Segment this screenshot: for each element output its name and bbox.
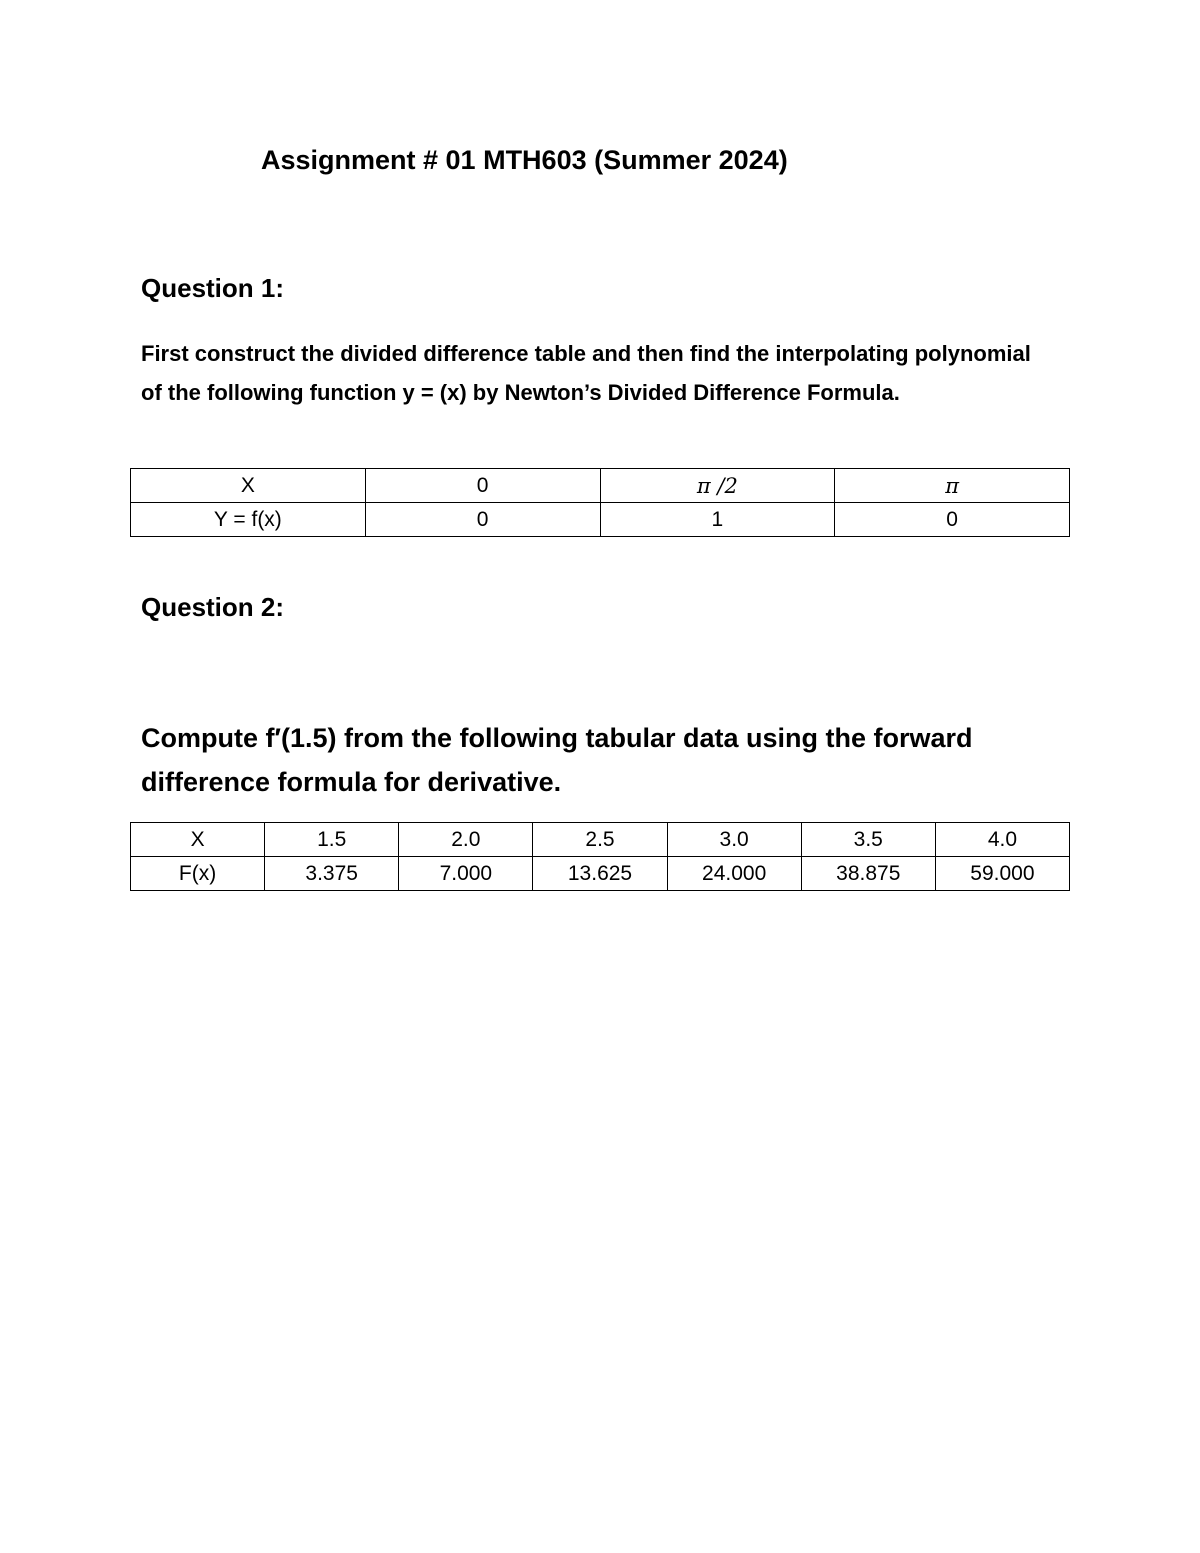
table-row (131, 503, 1070, 537)
question-1-table (130, 468, 1070, 537)
table-cell: 0 (835, 503, 1070, 537)
table-cell: F(x) (131, 857, 265, 891)
table-cell: π /2 (600, 469, 835, 503)
table-cell: X (131, 469, 366, 503)
table-cell: 2.0 (399, 823, 533, 857)
table-cell: 13.625 (533, 857, 667, 891)
document-title: Assignment # 01 MTH603 (Summer 2024) (261, 145, 788, 175)
table-cell: 2.5 (533, 823, 667, 857)
table-cell: 38.875 (801, 857, 935, 891)
table-cell: 7.000 (399, 857, 533, 891)
table-cell: π (835, 469, 1070, 503)
table-cell: Y = f(x) (131, 503, 366, 537)
table-row (131, 857, 1070, 891)
table-cell: 0 (365, 469, 600, 503)
table-cell: 3.375 (265, 857, 399, 891)
question-2-heading: Question 2: (141, 592, 285, 622)
table-row (131, 469, 1070, 503)
table-cell: 59.000 (935, 857, 1069, 891)
table-cell: 1 (600, 503, 835, 537)
table-cell: 3.5 (801, 823, 935, 857)
table-cell: 0 (365, 503, 600, 537)
table-row (131, 823, 1070, 857)
table-cell: 1.5 (265, 823, 399, 857)
question-1-heading: Question 1: (141, 273, 285, 303)
table-cell: X (131, 823, 265, 857)
table-cell: 3.0 (667, 823, 801, 857)
question-2-text: Compute f′(1.5) from the following tabular data using the forward difference formula for derivative. (141, 723, 973, 797)
table-cell: 4.0 (935, 823, 1069, 857)
question-2-table (130, 822, 1070, 891)
table-cell: 24.000 (667, 857, 801, 891)
question-1-text: First construct the divided difference table and then find the interpolating polynomial of the following function y = (x) by Newton’s Divided Difference Formula. (141, 341, 1031, 405)
